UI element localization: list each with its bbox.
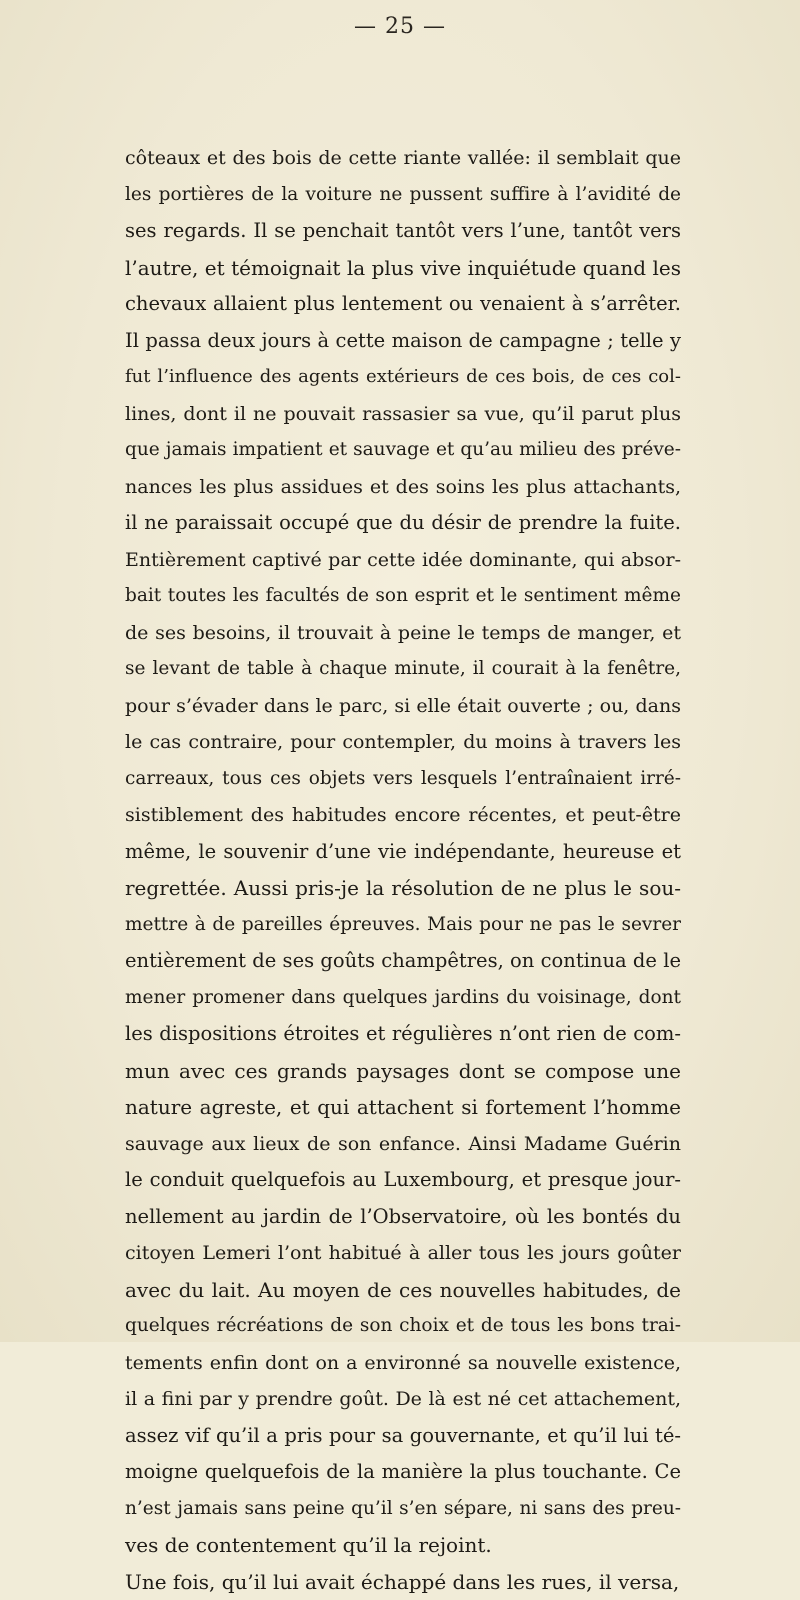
text-line: Il passa deux jours à cette maison de campagne ; telle y — [125, 323, 681, 360]
text-line: ses regards. Il se penchait tantôt vers l’une, tantôt vers — [125, 213, 681, 250]
text-line: avec du lait. Au moyen de ces nouvelles habitudes, de — [125, 1272, 681, 1309]
text-line: il ne paraissait occupé que du désir de prendre la fuite. — [125, 505, 681, 542]
text-line: regrettée. Aussi pris-je la résolution de ne plus le sou- — [125, 870, 681, 907]
text-line: l’autre, et témoignait la plus vive inquiétude quand les — [125, 250, 681, 287]
text-line: les portières de la voiture ne pussent suffire à l’avidité de — [125, 177, 681, 214]
text-line: sauvage aux lieux de son enfance. Ainsi Madame Guérin — [125, 1126, 681, 1163]
text-line: de ses besoins, il trouvait à peine le temps de manger, et — [125, 615, 681, 652]
text-line: sistiblement des habitudes encore récentes, et peut-être — [125, 797, 681, 834]
text-line: côteaux et des bois de cette riante vallée: il semblait que — [125, 140, 681, 177]
text-line: citoyen Lemeri l’ont habitué à aller tous les jours goûter — [125, 1235, 681, 1272]
text-line: même, le souvenir d’une vie indépendante, heureuse et — [125, 834, 681, 871]
text-line: assez vif qu’il a pris pour sa gouvernante, et qu’il lui té- — [125, 1418, 681, 1455]
text-line: ves de contentement qu’il la rejoint. — [125, 1527, 681, 1564]
text-line: les dispositions étroites et régulières n’ont rien de com- — [125, 1016, 681, 1053]
text-line: n’est jamais sans peine qu’il s’en sépare, ni sans des preu- — [125, 1491, 681, 1528]
text-line: moigne quelquefois de la manière la plus touchante. Ce — [125, 1454, 681, 1491]
text-line: Entièrement captivé par cette idée dominante, qui absor- — [125, 542, 681, 579]
text-line: pour s’évader dans le parc, si elle était ouverte ; ou, dans — [125, 688, 681, 725]
text-line: nellement au jardin de l’Observatoire, où les bontés du — [125, 1199, 681, 1236]
text-line: bait toutes les facultés de son esprit et le sentiment même — [125, 578, 681, 615]
text-line: mener promener dans quelques jardins du voisinage, dont — [125, 980, 681, 1017]
body-text — [125, 140, 681, 1600]
text-line: Une fois, qu’il lui avait échappé dans les rues, il versa, — [125, 1564, 681, 1600]
text-line: quelques récréations de son choix et de tous les bons trai- — [125, 1308, 681, 1345]
text-line: chevaux allaient plus lentement ou venaient à s’arrêter. — [125, 286, 681, 323]
text-line: entièrement de ses goûts champêtres, on continua de le — [125, 943, 681, 980]
text-line: carreaux, tous ces objets vers lesquels l’entraînaient irré- — [125, 761, 681, 798]
text-line: mun avec ces grands paysages dont se compose une — [125, 1053, 681, 1090]
page-number: — 25 — — [0, 14, 800, 39]
text-line: nature agreste, et qui attachent si fortement l’homme — [125, 1089, 681, 1126]
text-line: mettre à de pareilles épreuves. Mais pour ne pas le sevrer — [125, 907, 681, 944]
text-line: que jamais impatient et sauvage et qu’au milieu des préve- — [125, 432, 681, 469]
text-line: le cas contraire, pour contempler, du moins à travers les — [125, 724, 681, 761]
text-line: nances les plus assidues et des soins les plus attachants, — [125, 469, 681, 506]
text-line: fut l’influence des agents extérieurs de ces bois, de ces col- — [125, 359, 681, 396]
text-line: se levant de table à chaque minute, il courait à la fenêtre, — [125, 651, 681, 688]
text-line: le conduit quelquefois au Luxembourg, et presque jour- — [125, 1162, 681, 1199]
text-line: il a fini par y prendre goût. De là est né cet attachement, — [125, 1381, 681, 1418]
text-line: tements enfin dont on a environné sa nouvelle existence, — [125, 1345, 681, 1382]
text-line: lines, dont il ne pouvait rassasier sa vue, qu’il parut plus — [125, 396, 681, 433]
